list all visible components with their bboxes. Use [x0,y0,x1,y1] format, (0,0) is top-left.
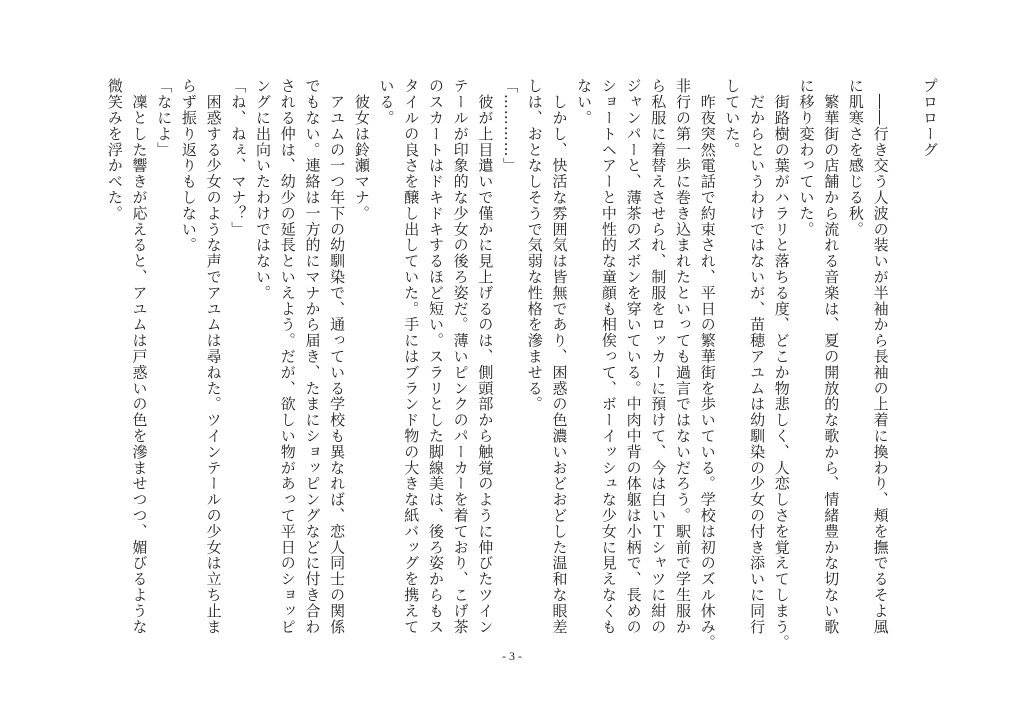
text-line: に移り変わっていた。 [797,78,816,237]
text-line: 微笑みを浮かべた。 [105,78,124,222]
text-line: 彼女は鈴瀬マナ。 [352,78,371,222]
text-line: タイルの良さを醸し出していた。手にはブランド物の大きな紙バッグを携えて [402,78,421,635]
text-line: ショートヘアーと中性的な童顔も相俟って、ボーイッシュな少女に見えなくも [599,78,618,635]
text-line: される仲は、幼少の延長といえよう。だが、欲しい物があって平日のショッピ [278,78,297,635]
text-line: ら私服に着替えさせられ、制服をロッカーに預けて、今は白いＴシャツに紺の [649,78,668,635]
text-line: のスカートはドキドキするほど短い。スラリとした脚線美は、後ろ姿からもス [426,78,445,635]
text-line: ングに出向いたわけではない。 [254,78,273,301]
text-line: ない。 [575,78,594,126]
vertical-text-body [102,78,942,658]
text-line: だからというわけではないが、苗穂アユムは幼馴染の少女の付き添いに同行 [748,78,767,635]
text-line: 困惑する少女のような声でアユムは尋ねた。ツインテールの少女は立ち止ま [204,78,223,635]
text-line: ――行き交う人波の装いが半袖から長袖の上着に換わり、頬を撫でるそよ風 [871,78,890,635]
text-line: していた。 [723,78,742,158]
text-line: 繁華街の店舗から流れる音楽は、夏の開放的な歌から、情緒豊かな切ない歌 [822,78,841,635]
text-line: いる。 [377,78,396,126]
text-line: 「…………」 [501,78,520,174]
page-number: - 3 - [502,649,522,663]
text-line: 彼が上目遣いで僅かに見上げるのは、側頭部から触覚のように伸びたツイン [476,78,495,635]
text-line: らず振り返りもしない。 [179,78,198,253]
text-line: に肌寒さを感じる秋。 [846,78,865,237]
blank-line [893,78,918,658]
text-line: 非行の第一歩に巻き込まれたといっても過言ではないだろう。駅前で学生服か [673,78,692,635]
text-line: 「なによ」 [155,78,174,158]
text-line: 凜とした響きが応えると、アユムは戸惑いの色を滲ませつつ、媚びるような [130,78,149,635]
text-line: 昨夜突然電話で約束され、平日の繁華街を歩いている。学校は初のズル休み。 [698,78,717,651]
chapter-title: プロローグ [921,78,939,158]
text-line: 「ね、ねぇ、マナ？」 [229,78,248,237]
text-line: しかし、快活な雰囲気は皆無であり、困惑の色濃いおどおどした温和な眼差 [550,78,569,635]
text-line: しは、おとなしそうで気弱な性格を滲ませる。 [525,78,544,412]
text-line: ジャンパーと、薄茶のズボンを穿いている。中肉中背の体躯は小柄で、長めの [624,78,643,635]
text-line: テールが印象的な少女の後ろ姿だ。薄いピンクのパーカーを着ており、こげ茶 [451,78,470,635]
text-line: でもない。連絡は一方的にマナから届き、たまにショッピングなどに付き合わ [303,78,322,635]
text-line: アユムの一つ年下の幼馴染で、通っている学校も異なれば、恋人同士の関係 [328,78,347,635]
text-line: 街路樹の葉がハラリと落ちる度、どこか物悲しく、人恋しさを覚えてしまう。 [772,78,791,651]
